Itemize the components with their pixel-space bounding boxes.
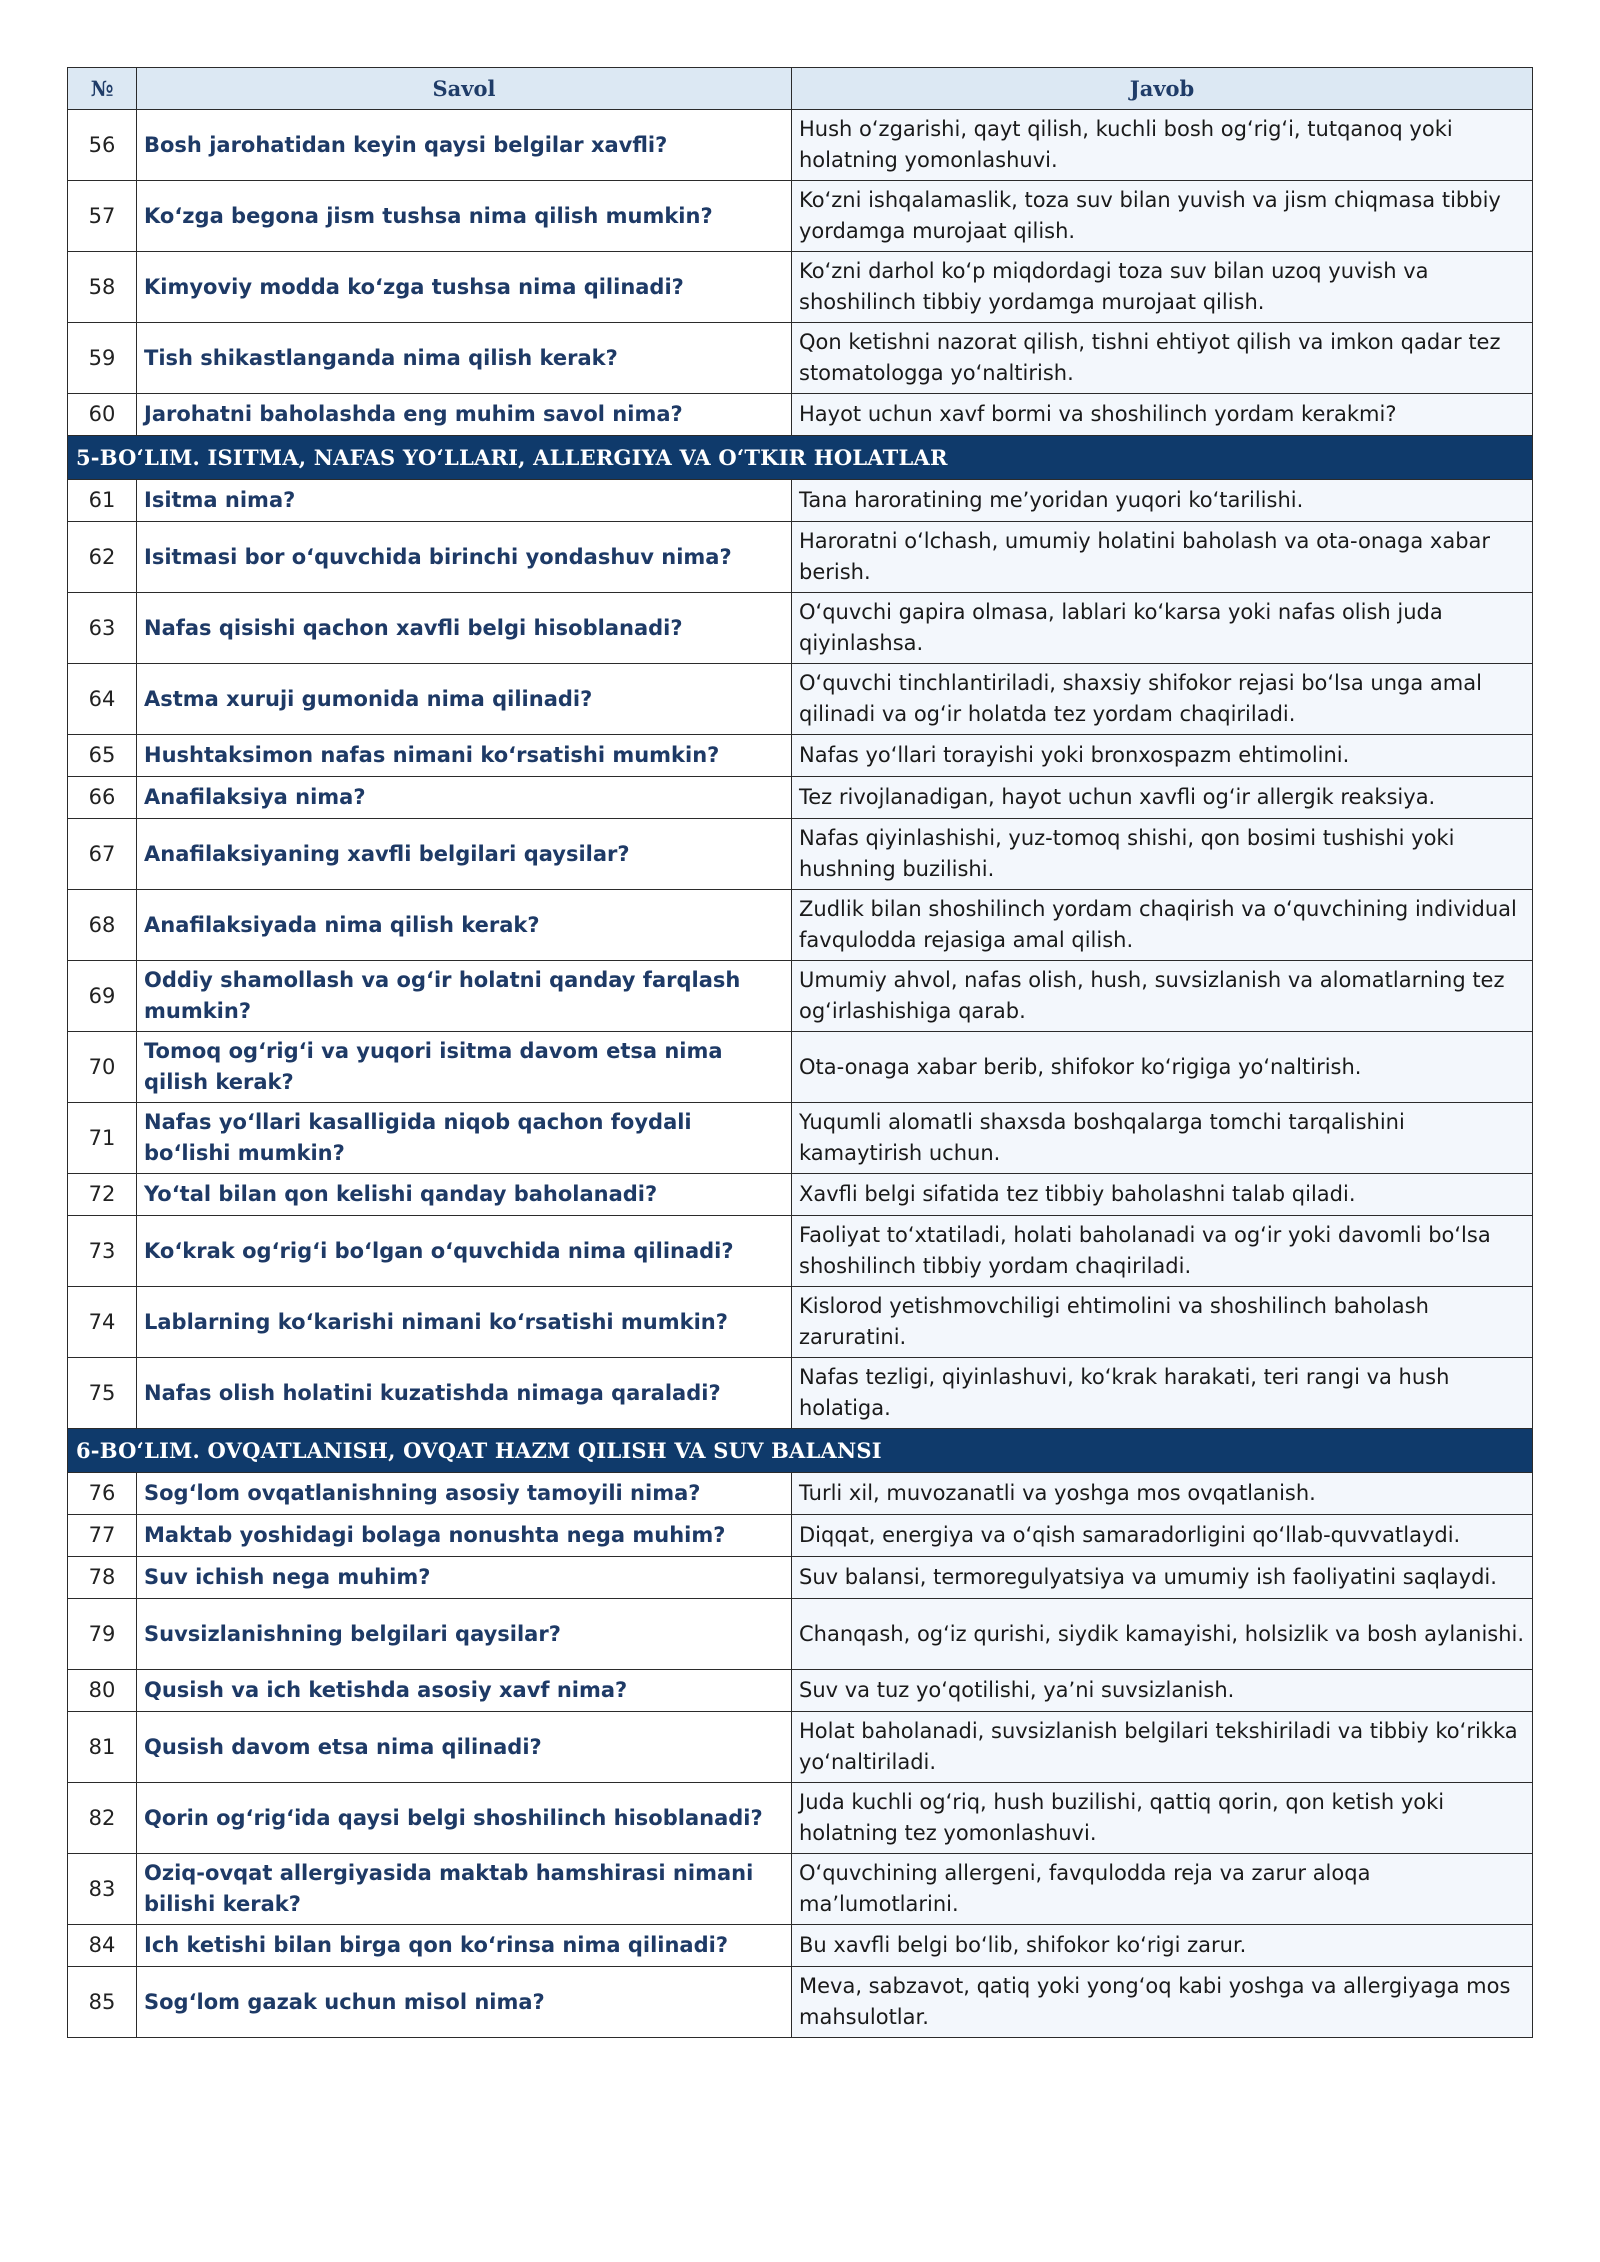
section-header-row <box>68 1429 1533 1473</box>
table-row <box>68 1599 1533 1670</box>
row-number: 56 <box>68 110 137 181</box>
table-row <box>68 181 1533 252</box>
answer-cell: Nafas qiyinlashishi, yuz-tomoq shishi, qon bosimi tushishi yoki hushning buzilishi. <box>792 819 1533 890</box>
question-cell: Astma xuruji gumonida nima qilinadi? <box>137 664 792 735</box>
row-number: 71 <box>68 1103 137 1174</box>
header-answer: Javob <box>792 68 1533 110</box>
table-row <box>68 1216 1533 1287</box>
question-cell: Lablarning koʻkarishi nimani koʻrsatishi mumkin? <box>137 1287 792 1358</box>
row-number: 74 <box>68 1287 137 1358</box>
question-cell: Isitmasi bor oʻquvchida birinchi yondashuv nima? <box>137 522 792 593</box>
answer-cell: Tez rivojlanadigan, hayot uchun xavfli ogʻir allergik reaksiya. <box>792 777 1533 819</box>
header-question: Savol <box>137 68 792 110</box>
question-cell: Kimyoviy modda koʻzga tushsa nima qilinadi? <box>137 252 792 323</box>
table-row <box>68 1174 1533 1216</box>
answer-cell: Hayot uchun xavf bormi va shoshilinch yordam kerakmi? <box>792 394 1533 436</box>
question-cell: Tish shikastlanganda nima qilish kerak? <box>137 323 792 394</box>
row-number: 64 <box>68 664 137 735</box>
answer-cell: Suv va tuz yoʻqotilishi, yaʼni suvsizlanish. <box>792 1670 1533 1712</box>
table-row <box>68 1854 1533 1925</box>
row-number: 65 <box>68 735 137 777</box>
answer-cell: Meva, sabzavot, qatiq yoki yongʻoq kabi yoshga va allergiyaga mos mahsulotlar. <box>792 1967 1533 2038</box>
question-cell: Qorin ogʻrigʻida qaysi belgi shoshilinch hisoblanadi? <box>137 1783 792 1854</box>
table-row <box>68 1557 1533 1599</box>
table-row <box>68 890 1533 961</box>
section-header-row <box>68 436 1533 480</box>
table-row <box>68 1358 1533 1429</box>
table-row <box>68 1783 1533 1854</box>
row-number: 57 <box>68 181 137 252</box>
answer-cell: Juda kuchli ogʻriq, hush buzilishi, qattiq qorin, qon ketish yoki holatning tez yomonlashuvi. <box>792 1783 1533 1854</box>
answer-cell: Diqqat, energiya va oʻqish samaradorligini qoʻllab-quvvatlaydi. <box>792 1515 1533 1557</box>
row-number: 79 <box>68 1599 137 1670</box>
answer-cell: Faoliyat toʻxtatiladi, holati baholanadi va ogʻir yoki davomli boʻlsa shoshilinch tibbiy yordam chaqiriladi. <box>792 1216 1533 1287</box>
table-row <box>68 1103 1533 1174</box>
table-row <box>68 819 1533 890</box>
question-cell: Nafas yoʻllari kasalligida niqob qachon foydali boʻlishi mumkin? <box>137 1103 792 1174</box>
row-number: 67 <box>68 819 137 890</box>
row-number: 63 <box>68 593 137 664</box>
question-cell: Qusish va ich ketishda asosiy xavf nima? <box>137 1670 792 1712</box>
answer-cell: Umumiy ahvol, nafas olish, hush, suvsizlanish va alomatlarning tez ogʻirlashishiga qarab. <box>792 961 1533 1032</box>
question-cell: Koʻzga begona jism tushsa nima qilish mumkin? <box>137 181 792 252</box>
row-number: 82 <box>68 1783 137 1854</box>
question-cell: Yoʻtal bilan qon kelishi qanday baholanadi? <box>137 1174 792 1216</box>
question-cell: Oziq-ovqat allergiyasida maktab hamshirasi nimani bilishi kerak? <box>137 1854 792 1925</box>
table-row <box>68 777 1533 819</box>
table-row <box>68 1032 1533 1103</box>
question-cell: Tomoq ogʻrigʻi va yuqori isitma davom etsa nima qilish kerak? <box>137 1032 792 1103</box>
question-cell: Nafas qisishi qachon xavfli belgi hisoblanadi? <box>137 593 792 664</box>
row-number: 61 <box>68 480 137 522</box>
table-row <box>68 522 1533 593</box>
table-body <box>68 110 1533 2038</box>
question-cell: Jarohatni baholashda eng muhim savol nima? <box>137 394 792 436</box>
answer-cell: Ota-onaga xabar berib, shifokor koʻrigiga yoʻnaltirish. <box>792 1032 1533 1103</box>
table-row <box>68 664 1533 735</box>
section-title: 5-BOʻLIM. ISITMA, NAFAS YOʻLLARI, ALLERGIYA VA OʻTKIR HOLATLAR <box>68 436 1533 480</box>
answer-cell: Zudlik bilan shoshilinch yordam chaqirish va oʻquvchining individual favqulodda rejasiga amal qilish. <box>792 890 1533 961</box>
table-row <box>68 252 1533 323</box>
answer-cell: Qon ketishni nazorat qilish, tishni ehtiyot qilish va imkon qadar tez stomatologga yoʻnaltirish. <box>792 323 1533 394</box>
answer-cell: Yuqumli alomatli shaxsda boshqalarga tomchi tarqalishini kamaytirish uchun. <box>792 1103 1533 1174</box>
row-number: 60 <box>68 394 137 436</box>
row-number: 68 <box>68 890 137 961</box>
answer-cell: Oʻquvchining allergeni, favqulodda reja va zarur aloqa maʼlumotlarini. <box>792 1854 1533 1925</box>
row-number: 73 <box>68 1216 137 1287</box>
answer-cell: Holat baholanadi, suvsizlanish belgilari tekshiriladi va tibbiy koʻrikka yoʻnaltiriladi. <box>792 1712 1533 1783</box>
answer-cell: Nafas yoʻllari torayishi yoki bronxospazm ehtimolini. <box>792 735 1533 777</box>
row-number: 84 <box>68 1925 137 1967</box>
answer-cell: Oʻquvchi gapira olmasa, lablari koʻkarsa yoki nafas olish juda qiyinlashsa. <box>792 593 1533 664</box>
row-number: 75 <box>68 1358 137 1429</box>
table-row <box>68 394 1533 436</box>
header-number: № <box>68 68 137 110</box>
question-cell: Maktab yoshidagi bolaga nonushta nega muhim? <box>137 1515 792 1557</box>
question-cell: Bosh jarohatidan keyin qaysi belgilar xavfli? <box>137 110 792 181</box>
answer-cell: Chanqash, ogʻiz qurishi, siydik kamayishi, holsizlik va bosh aylanishi. <box>792 1599 1533 1670</box>
answer-cell: Tana haroratining meʼyoridan yuqori koʻtarilishi. <box>792 480 1533 522</box>
row-number: 76 <box>68 1473 137 1515</box>
table-row <box>68 1473 1533 1515</box>
row-number: 70 <box>68 1032 137 1103</box>
table-row <box>68 1287 1533 1358</box>
answer-cell: Hush oʻzgarishi, qayt qilish, kuchli bosh ogʻrigʻi, tutqanoq yoki holatning yomonlashuvi. <box>792 110 1533 181</box>
table-row <box>68 1967 1533 2038</box>
table-row <box>68 480 1533 522</box>
answer-cell: Haroratni oʻlchash, umumiy holatini baholash va ota-onaga xabar berish. <box>792 522 1533 593</box>
row-number: 58 <box>68 252 137 323</box>
question-cell: Suv ichish nega muhim? <box>137 1557 792 1599</box>
row-number: 66 <box>68 777 137 819</box>
table-row <box>68 961 1533 1032</box>
table-row <box>68 1515 1533 1557</box>
table-row <box>68 1925 1533 1967</box>
table-row <box>68 110 1533 181</box>
question-cell: Koʻkrak ogʻrigʻi boʻlgan oʻquvchida nima qilinadi? <box>137 1216 792 1287</box>
row-number: 78 <box>68 1557 137 1599</box>
question-cell: Qusish davom etsa nima qilinadi? <box>137 1712 792 1783</box>
row-number: 59 <box>68 323 137 394</box>
answer-cell: Oʻquvchi tinchlantiriladi, shaxsiy shifokor rejasi boʻlsa unga amal qilinadi va ogʻir holatda tez yordam chaqiriladi. <box>792 664 1533 735</box>
question-cell: Sogʻlom gazak uchun misol nima? <box>137 1967 792 2038</box>
question-cell: Anafilaksiyada nima qilish kerak? <box>137 890 792 961</box>
row-number: 72 <box>68 1174 137 1216</box>
answer-cell: Xavfli belgi sifatida tez tibbiy baholashni talab qiladi. <box>792 1174 1533 1216</box>
table-row <box>68 1712 1533 1783</box>
question-cell: Anafilaksiya nima? <box>137 777 792 819</box>
answer-cell: Kislorod yetishmovchiligi ehtimolini va shoshilinch baholash zaruratini. <box>792 1287 1533 1358</box>
table-row <box>68 1670 1533 1712</box>
qa-table <box>67 67 1533 2038</box>
question-cell: Anafilaksiyaning xavfli belgilari qaysilar? <box>137 819 792 890</box>
question-cell: Isitma nima? <box>137 480 792 522</box>
question-cell: Hushtaksimon nafas nimani koʻrsatishi mumkin? <box>137 735 792 777</box>
question-cell: Nafas olish holatini kuzatishda nimaga qaraladi? <box>137 1358 792 1429</box>
question-cell: Ich ketishi bilan birga qon koʻrinsa nima qilinadi? <box>137 1925 792 1967</box>
row-number: 85 <box>68 1967 137 2038</box>
question-cell: Oddiy shamollash va ogʻir holatni qanday farqlash mumkin? <box>137 961 792 1032</box>
row-number: 81 <box>68 1712 137 1783</box>
question-cell: Suvsizlanishning belgilari qaysilar? <box>137 1599 792 1670</box>
row-number: 62 <box>68 522 137 593</box>
row-number: 83 <box>68 1854 137 1925</box>
answer-cell: Bu xavfli belgi boʻlib, shifokor koʻrigi zarur. <box>792 1925 1533 1967</box>
table-row <box>68 323 1533 394</box>
row-number: 69 <box>68 961 137 1032</box>
row-number: 80 <box>68 1670 137 1712</box>
table-row <box>68 593 1533 664</box>
table-header <box>68 68 1533 110</box>
answer-cell: Nafas tezligi, qiyinlashuvi, koʻkrak harakati, teri rangi va hush holatiga. <box>792 1358 1533 1429</box>
answer-cell: Suv balansi, termoregulyatsiya va umumiy ish faoliyatini saqlaydi. <box>792 1557 1533 1599</box>
answer-cell: Koʻzni darhol koʻp miqdordagi toza suv bilan uzoq yuvish va shoshilinch tibbiy yordamga murojaat qilish. <box>792 252 1533 323</box>
answer-cell: Koʻzni ishqalamaslik, toza suv bilan yuvish va jism chiqmasa tibbiy yordamga murojaat qilish. <box>792 181 1533 252</box>
table-row <box>68 735 1533 777</box>
row-number: 77 <box>68 1515 137 1557</box>
section-title: 6-BOʻLIM. OVQATLANISH, OVQAT HAZM QILISH VA SUV BALANSI <box>68 1429 1533 1473</box>
answer-cell: Turli xil, muvozanatli va yoshga mos ovqatlanish. <box>792 1473 1533 1515</box>
question-cell: Sogʻlom ovqatlanishning asosiy tamoyili nima? <box>137 1473 792 1515</box>
